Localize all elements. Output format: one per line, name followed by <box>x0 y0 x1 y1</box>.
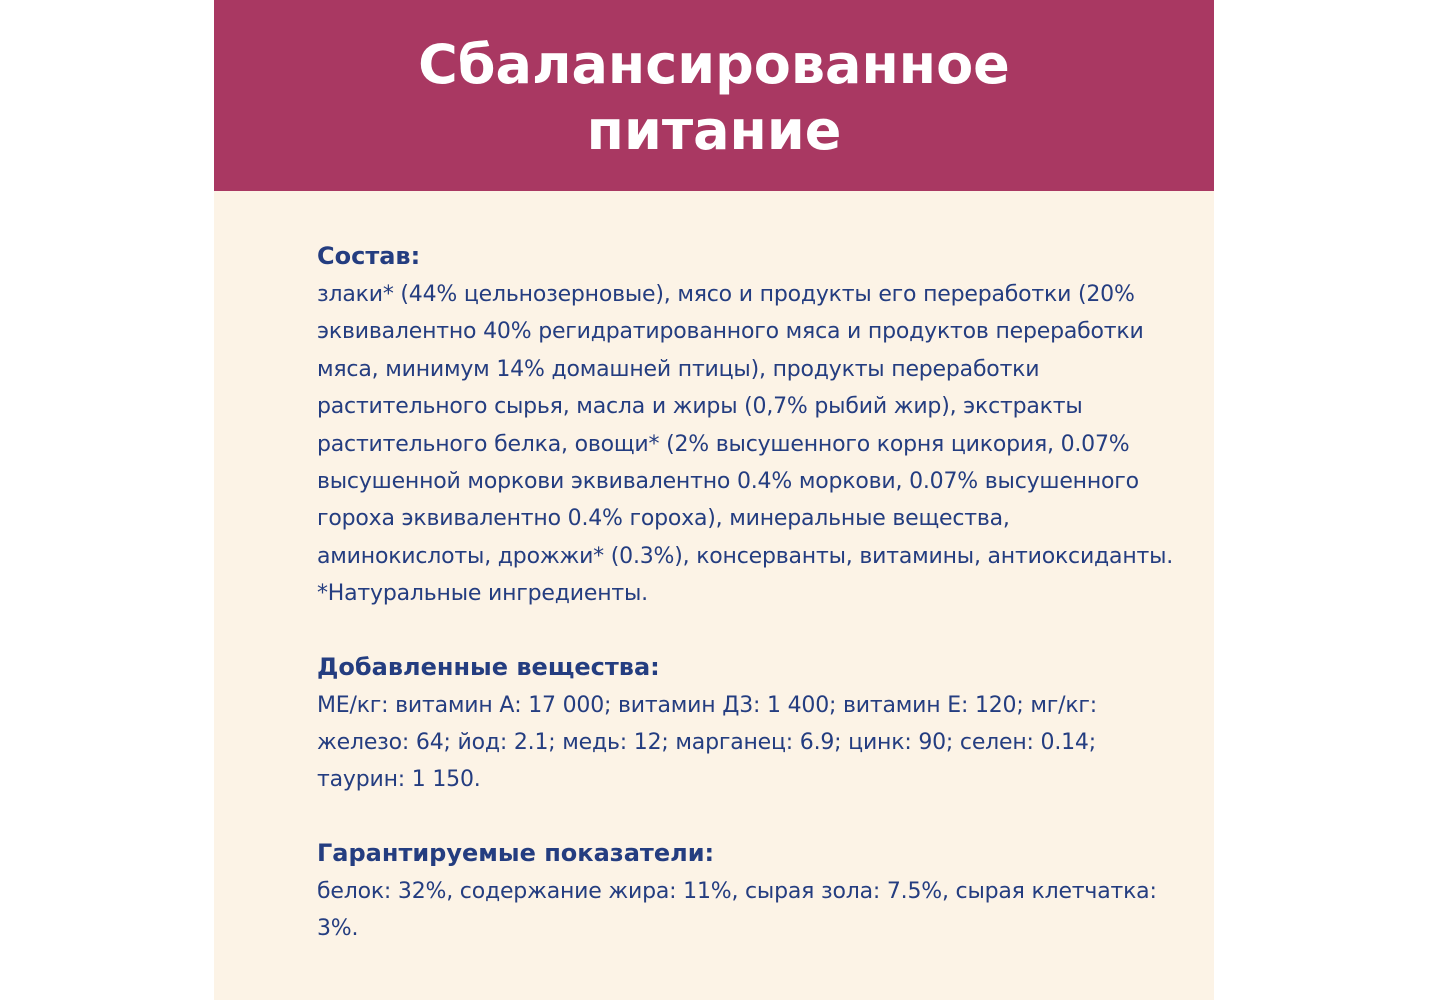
section-guaranteed-values <box>317 833 1177 948</box>
section-heading: Добавленные вещества: <box>317 652 660 681</box>
content-area <box>317 236 1177 982</box>
section-heading: Состав: <box>317 242 421 270</box>
header-banner <box>214 0 1214 191</box>
section-body: злаки* (44% цельнозерновые), мясо и продукты его переработки (20% эквивалентно 40% регидратированного мяса и продуктов переработки мяса, минимум 14% домашней птицы), продукты переработки растительного сырья, масла и жиры (0,7% рыбий жир), экстракты растительного белка, овощи* (2% высушенного корня цикория, 0.07% высушенной моркови эквивалентно 0.4% моркови, 0.07% высушенного гороха эквивалентно 0.4% гороха), минеральные вещества, аминокислоты, дрожжи* (0.3%), консерванты, витамины, антиоксиданты. *Натуральные ингредиенты. <box>317 282 1174 607</box>
page-title: Сбалансированное питание <box>418 32 1010 162</box>
section-heading: Гарантируемые показатели: <box>317 838 715 867</box>
info-card <box>214 0 1214 1000</box>
section-composition <box>317 236 1177 613</box>
section-body: белок: 32%, содержание жира: 11%, сырая зола: 7.5%, сырая клетчатка: 3%. <box>317 878 1157 942</box>
section-body: МЕ/кг: витамин А: 17 000; витамин Д3: 1 400; витамин Е: 120; мг/кг: железо: 64; йод: 2.1; медь: 12; марганец: 6.9; цинк: 90; селен: 0.14; таурин: 1 150. <box>317 692 1097 793</box>
section-additives <box>317 647 1177 799</box>
